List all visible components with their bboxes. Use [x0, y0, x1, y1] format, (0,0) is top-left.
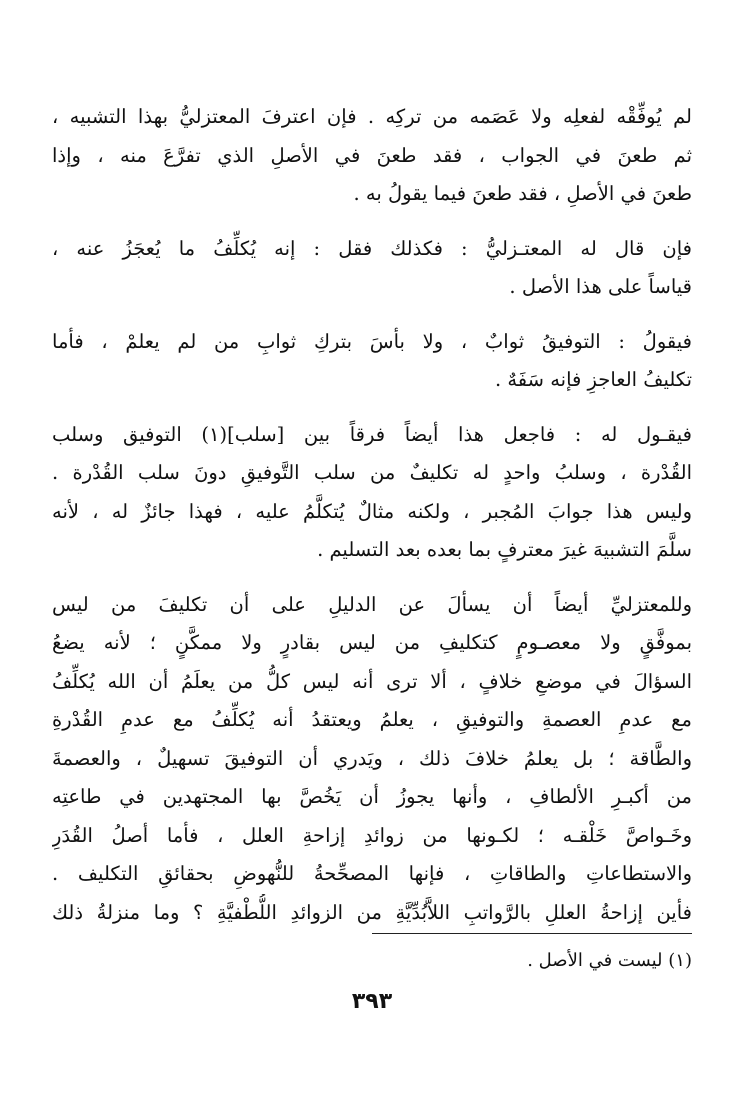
- text-line: السؤالَ في موضعِ خلافٍ ، ألا ترى أنه ليس كلُّ من يعلَمُ أن الله يُكلِّفُ: [52, 669, 692, 693]
- text-line: بموفَّقٍ ولا معصـومٍ كتكليفِ من ليس بقادرٍ ولا ممكَّنٍ ؛ لأنه يضعُ: [52, 631, 692, 654]
- text-line: سلَّمَ التشبيهَ غيرَ معترفٍ بما بعده بعد التسليم .: [317, 538, 692, 561]
- text-line: وخَـواصَّ خَلْقـه ؛ لكـونها من زوائدِ إزاحةِ العلل ، فأما أصلُ القُدَرِ: [52, 823, 692, 847]
- page-body: [52, 98, 692, 948]
- footnote: (١) ليست في الأصل .: [527, 950, 692, 971]
- page-number: ٣٩٣: [351, 989, 393, 1014]
- text-line: ثم طعنَ في الجواب ، فقد طعنَ في الأصلِ الذي تفرَّعَ منه ، وإذا: [52, 143, 692, 167]
- text-line: فيقولُ : التوفيقُ ثوابٌ ، ولا بأسَ بتركِ ثوابِ من لم يعلمْ ، فأما: [52, 329, 692, 353]
- text-line: القُدْرة ، وسلبُ واحدٍ له تكليفٌ من سلب التَّوفيقِ دونَ سلب القُدْرة .: [52, 461, 692, 484]
- text-line: فإن قال له المعتـزليُّ : فكذلك فقل : إنه يُكلِّفُ ما يُعجَزُ عنه ،: [52, 236, 692, 260]
- text-line: قياساً على هذا الأصل .: [509, 275, 692, 298]
- text-line: فيقـول له : فاجعل هذا أيضاً فرقاً بين [سلب](١) التوفيق وسلب: [52, 422, 692, 446]
- text-line: والاستطاعاتِ والطاقاتِ ، فإنها المصحِّحةُ للنُّهوضِ بحقائقِ التكليف .: [52, 862, 692, 885]
- text-line: تكليفُ العاجزِ فإنه سَفَهٌ .: [494, 368, 692, 391]
- text-line: وللمعتزليِّ أيضاً أن يسألَ عن الدليلِ على أن تكليفَ من ليس: [52, 592, 692, 616]
- paragraph-4: [52, 416, 692, 570]
- text-line: وليس هذا جوابَ المُجبر ، ولكنه مثالٌ يُتكلَّمُ عليه ، فهذا جائزٌ له ، لأنه: [52, 499, 692, 523]
- paragraph-1: [52, 98, 692, 214]
- text-line: والطَّاقة ؛ بل يعلمُ خلافَ ذلك ، ويَدري أن التوفيقَ تسهيلٌ ، والعصمةَ: [52, 746, 692, 770]
- text-line: لم يُوفِّقْه لفعلِه ولا عَصَمه من تركِه . فإن اعترفَ المعتزليُّ بهذا التشبيه ،: [52, 105, 692, 128]
- text-line: فأين إزاحةُ العللِ بالرَّواتبِ اللاَّبُدِّيَّةِ من الزوائدِ اللُّطْفيَّةِ ؟ وما منزلةُ ذلك: [52, 900, 692, 924]
- text-line: من أكبـرِ الألطافِ ، وأنها يجوزُ أن يَخُصَّ بها المجتهدين في طاعتِه: [52, 785, 692, 808]
- footnote-divider: [372, 933, 692, 934]
- paragraph-2: [52, 230, 692, 307]
- paragraph-3: [52, 323, 692, 400]
- paragraph-5: [52, 586, 692, 933]
- text-line: طعنَ في الأصلِ ، فقد طعنَ فيما يقولُ به .: [353, 182, 692, 205]
- text-line: مع عدمِ العصمةِ والتوفيقِ ، يعلمُ ويعتقدُ أنه يُكلِّفُ مع عدمِ القُدْرةِ: [52, 708, 692, 731]
